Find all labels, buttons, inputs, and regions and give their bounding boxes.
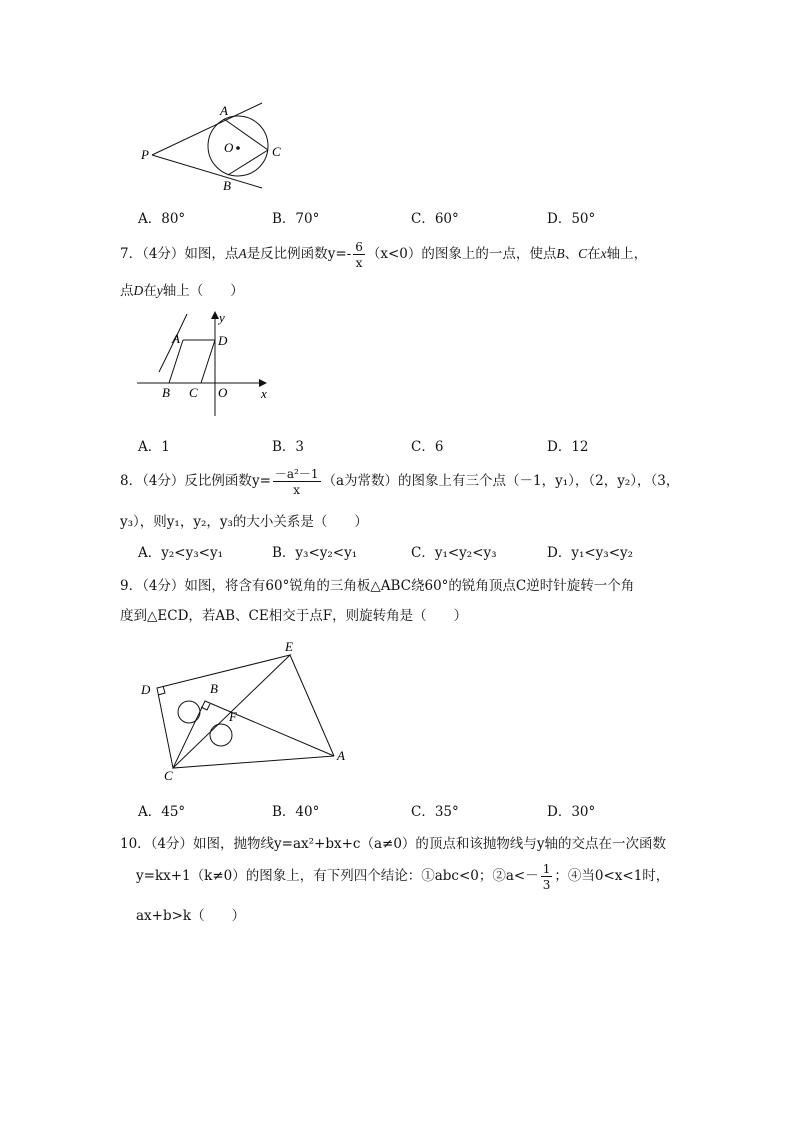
triangle-abc xyxy=(173,701,334,768)
q10-fraction: $\frac{1}{3}$ xyxy=(542,861,551,892)
q9-option-b[interactable]: B．40° xyxy=(272,804,320,820)
label-d: D xyxy=(141,682,151,697)
segment-dc xyxy=(201,340,215,383)
y-axis-arrow xyxy=(211,311,219,319)
label-b: B xyxy=(162,385,170,400)
q7-option-c[interactable]: C．6 xyxy=(411,439,444,455)
q8-question-line2: y₃），则y₁，y₂，y₃的大小关系是（ ） xyxy=(120,514,368,530)
q9-option-c[interactable]: C．35° xyxy=(411,804,459,820)
label-o: O xyxy=(224,140,234,155)
triangle-ecd xyxy=(157,655,290,768)
label-b: B xyxy=(223,178,231,193)
q8-option-a[interactable]: A．y₂<y₃<y₁ xyxy=(138,545,223,561)
label-x: x xyxy=(261,386,267,401)
q7-fraction: $\frac{6}{x}$ xyxy=(355,239,363,270)
label-c: C xyxy=(272,144,281,159)
label-a: A xyxy=(220,103,228,118)
q10-question-line2: y=kx+1（k≠0）的图象上，有下列四个结论：①abc<0；②a<－ $\frac{1}{3}$ ；④当0<x<1时， xyxy=(136,861,670,892)
q8-question-line1: 8．（4分）反比例函数y= $\frac{\text{－a²－1}}{x}$ （a为常数）的图象上有三个点（－1，y₁），（2，y₂），（3， xyxy=(120,466,680,497)
label-a: A xyxy=(337,748,345,763)
q7-figure xyxy=(135,308,275,420)
q9-question-line2: 度到△ECD，若AB、CE相交于点F，则旋转角是（ ） xyxy=(120,608,468,624)
circle-o xyxy=(208,116,268,176)
q10-question-line1: 10．（4分）如图，抛物线y=ax²+bx+c（a≠0）的顶点和该抛物线与y轴的交点在一次函数 xyxy=(120,836,667,852)
q6-option-a[interactable]: A．80° xyxy=(138,211,186,227)
q7-question-line2: 点D在y轴上（ ） xyxy=(120,283,244,299)
q8-option-d[interactable]: D．y₁<y₃<y₂ xyxy=(547,545,634,561)
triangle-hole-1 xyxy=(178,701,200,723)
q8-fraction: $\frac{\text{－a²－1}}{x}$ xyxy=(274,466,319,497)
tangent-pa xyxy=(152,103,262,155)
label-a: A xyxy=(172,331,180,346)
chord-bc xyxy=(228,150,268,175)
q9-figure xyxy=(138,635,353,785)
q8-option-b[interactable]: B．y₃<y₂<y₁ xyxy=(272,545,358,561)
q10-question-line3: ax+b>k（ ） xyxy=(136,908,246,924)
q9-option-d[interactable]: D．30° xyxy=(547,804,596,820)
label-c: C xyxy=(189,385,198,400)
q9-question-line1: 9．（4分）如图，将含有60°锐角的三角板△ABC绕60°的锐角顶点C逆时针旋转一个角 xyxy=(120,578,635,594)
label-f: F xyxy=(229,709,237,724)
label-b: B xyxy=(210,681,218,696)
label-y: y xyxy=(219,310,225,325)
q6-option-b[interactable]: B．70° xyxy=(272,211,320,227)
label-e: E xyxy=(285,639,293,654)
q6-option-c[interactable]: C．60° xyxy=(411,211,459,227)
q8-option-c[interactable]: C．y₁<y₂<y₃ xyxy=(411,545,497,561)
tangent-pb xyxy=(152,155,262,188)
q7-option-d[interactable]: D．12 xyxy=(547,439,589,455)
label-c: C xyxy=(164,768,173,783)
q9-option-a[interactable]: A．45° xyxy=(138,804,186,820)
q6-figure xyxy=(138,98,298,198)
label-o: O xyxy=(218,385,228,400)
q7-option-a[interactable]: A．1 xyxy=(138,439,170,455)
q7-option-b[interactable]: B．3 xyxy=(272,439,305,455)
segment-ea xyxy=(290,655,334,756)
center-dot xyxy=(236,146,240,150)
label-d: D xyxy=(218,333,228,348)
q6-option-d[interactable]: D．50° xyxy=(547,211,596,227)
label-p: P xyxy=(141,147,149,162)
q7-question-line1: 7．（4分）如图，点A是反比例函数y=- $\frac{6}{x}$ （x<0）的图象上的一点，使点B、C在x轴上， xyxy=(120,239,648,270)
triangle-hole-2 xyxy=(210,724,232,746)
